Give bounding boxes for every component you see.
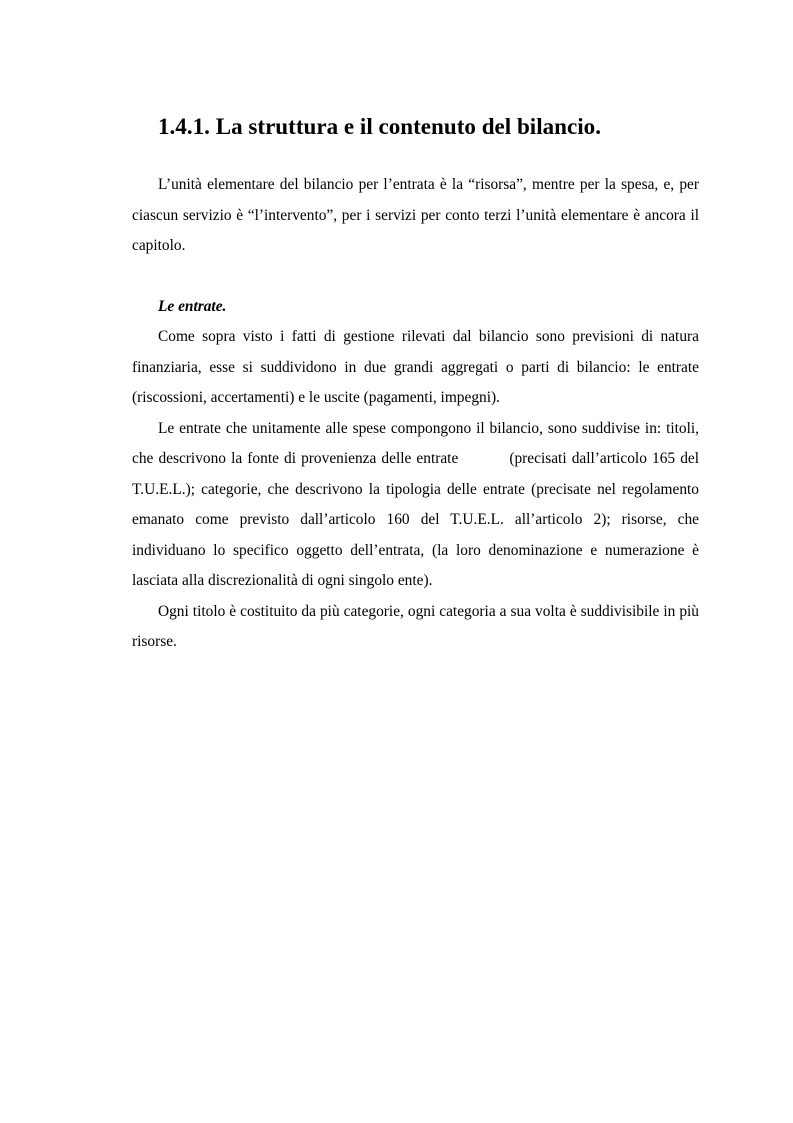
intro-paragraph: L’unità elementare del bilancio per l’entrata è la “risorsa”, mentre per la spesa, e, per ciascun servizio è “l’intervento”, per i servizi per conto terzi l’unità elementare è ancora il capitolo. (132, 176, 699, 254)
entrate-paragraph-2: Le entrate che unitamente alle spese compongono il bilancio, sono suddivise in: titoli, che descrivono la fonte di provenienza delle entrate (precisati dall’articolo 165 del T.U.E.L.); categorie, che descrivono la tipologia delle entrate (precisate nel regolamento emanato come previsto dall’articolo 160 del T.U.E.L. all’articolo 2); risorse, che individuano lo specifico oggetto dell’entrata, (la loro denominazione e numerazione è lasciata alla discrezionalità di ogni singolo ente). (132, 419, 703, 589)
document-page (132, 112, 703, 658)
entrate-subheading: Le entrate. (158, 297, 227, 315)
section-heading: 1.4.1. La struttura e il contenuto del bilancio. (158, 113, 601, 139)
entrate-paragraph-3: Ogni titolo è costituito da più categorie, ogni categoria a sua volta è suddivisibile in più risorse. (132, 602, 699, 650)
entrate-paragraph-1: Come sopra visto i fatti di gestione rilevati dal bilancio sono previsioni di natura finanziaria, esse si suddividono in due grandi aggregati o parti di bilancio: le entrate (riscossioni, accertamenti) e le uscite (pagamenti, impegni). (132, 328, 699, 406)
